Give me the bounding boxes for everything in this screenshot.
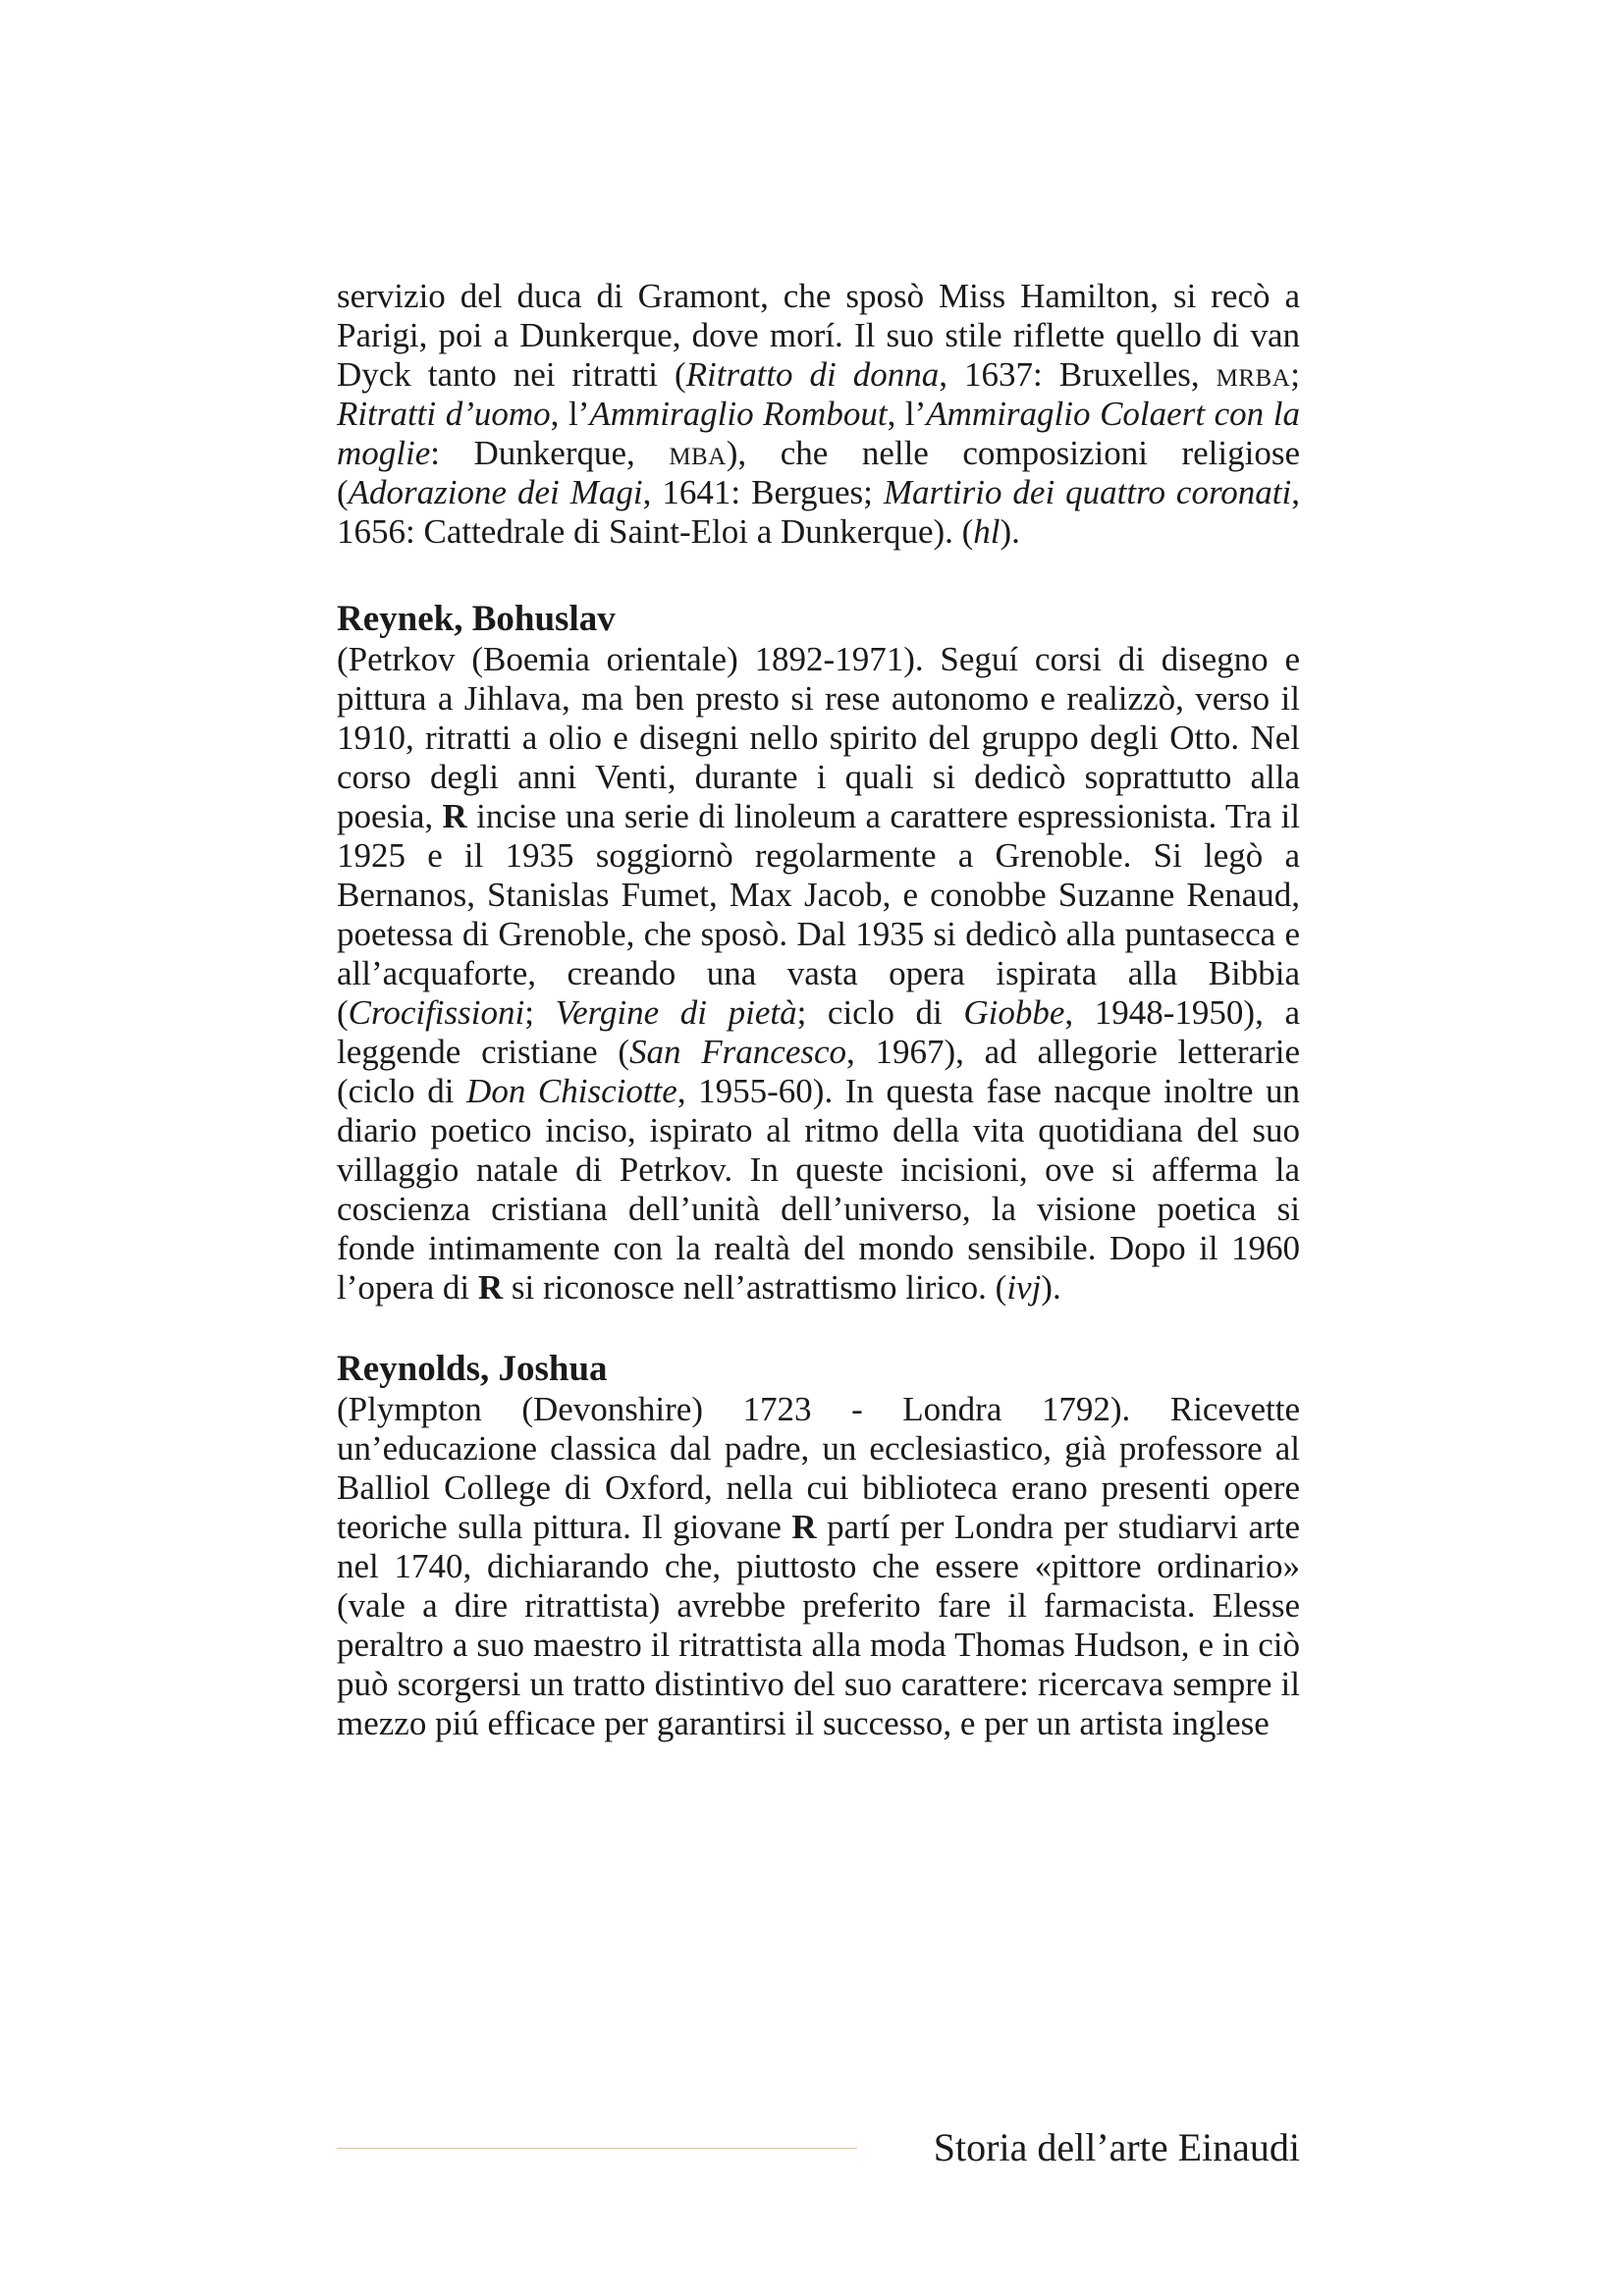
page-footer <box>337 2120 1300 2175</box>
artwork-title: Adorazione dei Magi <box>348 473 643 511</box>
museum-abbreviation: mba <box>669 434 727 472</box>
text-run: ), che nelle composizioni religiose ( <box>337 434 1300 511</box>
artwork-title: Ammiraglio Rombout <box>589 395 888 433</box>
author-initials: hl <box>973 512 1001 551</box>
text-run: ). <box>1000 512 1020 551</box>
text-run: , 1656: Cattedrale di Saint-Eloi a Dunkerque). ( <box>337 473 1300 551</box>
text-run: si riconosce nell’astrattismo lirico. ( <box>503 1268 1007 1307</box>
text-run: , 1955-60). In questa fase nacque inoltre un diario poetico inciso, ispirato al ritmo della vita quotidiana del suo villaggio natale di Petrkov. In queste incisioni, ove si afferma la coscienza cristiana dell’unità dell’universo, la visione poetica si fonde intimamente con la realtà del mondo sensibile. Dopo il 1960 l’opera di <box>337 1072 1300 1307</box>
artist-abbreviation: R <box>442 797 467 835</box>
footer-rule <box>337 2148 857 2149</box>
entry-paragraph <box>337 1390 1300 1743</box>
text-run: ; <box>1290 355 1300 394</box>
continuation-paragraph <box>337 277 1300 552</box>
artist-abbreviation: R <box>477 1268 504 1307</box>
artwork-title: Don Chisciotte <box>466 1072 677 1110</box>
artist-abbreviation: R <box>791 1508 817 1546</box>
text-run: ; ciclo di <box>796 993 964 1032</box>
entry-reynek <box>337 599 1300 1308</box>
text-run: , 1967), ad allegorie letterarie (ciclo di <box>337 1033 1300 1110</box>
artwork-title: Giobbe <box>963 993 1065 1032</box>
entry-paragraph <box>337 640 1300 1308</box>
museum-abbreviation: mrba <box>1216 355 1291 394</box>
text-run: (Petrkov (Boemia orientale) 1892-1971). Seguí corsi di disegno e pittura a Jihlava, ma ben presto si rese autonomo e realizzò, verso il 1910, ritratti a olio e disegni nello spirito del gruppo degli Otto. Nel corso degli anni Venti, durante i quali si dedicò soprattutto alla poesia, <box>337 640 1300 835</box>
entry-separator <box>337 1308 1300 1349</box>
text-run: , l’ <box>887 395 927 433</box>
text-run: partí per Londra per studiarvi arte nel 1740, dichiarando che, piuttosto che essere «pittore ordinario» (vale a dire ritrattista) avrebbe preferito fare il farmacista. Elesse peraltro a suo maestro il ritrattista alla moda Thomas Hudson, e in ciò può scorgersi un tratto distintivo del suo carattere: ricercava sempre il mezzo piú efficace per garantirsi il successo, e per un artista inglese <box>337 1508 1300 1742</box>
text-run: , l’ <box>550 395 590 433</box>
text-run: ). <box>1041 1268 1061 1307</box>
text-run: : Dunkerque, <box>430 434 670 472</box>
entry-continuation <box>337 277 1300 552</box>
author-initials: ivj <box>1006 1268 1042 1307</box>
text-run: , 1948-1950), a leggende cristiane ( <box>337 993 1300 1071</box>
text-run: , 1641: Bergues; <box>642 473 884 511</box>
text-run: ; <box>524 993 556 1032</box>
entry-separator <box>337 552 1300 599</box>
entry-title: Reynek, Bohuslav <box>337 599 616 639</box>
artwork-title: Ammiraglio Colaert con la moglie <box>337 395 1300 472</box>
page-body <box>337 277 1300 1743</box>
artwork-title: San Francesco <box>629 1033 847 1071</box>
text-run: servizio del duca di Gramont, che sposò Miss Hamilton, si recò a Parigi, poi a Dunkerque, dove morí. Il suo stile riflette quello di van Dyck tanto nei ritratti ( <box>337 277 1300 394</box>
text-run: incise una serie di linoleum a carattere espressionista. Tra il 1925 e il 1935 soggiornò regolarmente a Grenoble. Si legò a Bernanos, Stanislas Fumet, Max Jacob, e conobbe Suzanne Renaud, poetessa di Grenoble, che sposò. Dal 1935 si dedicò alla puntasecca e all’acquaforte, creando una vasta opera ispirata alla Bibbia ( <box>337 797 1301 1032</box>
artwork-title: Ritratti d’uomo <box>337 395 551 433</box>
artwork-title: Martirio dei quattro coronati <box>883 473 1292 511</box>
artwork-title: Ritratto di donna <box>685 355 940 394</box>
entry-title: Reynolds, Joshua <box>337 1349 608 1389</box>
artwork-title: Vergine di pietà <box>555 993 797 1032</box>
artwork-title: Crocifissioni <box>348 993 525 1032</box>
entry-reynolds <box>337 1349 1300 1743</box>
publication-title: Storia dell’arte Einaudi <box>933 2125 1300 2169</box>
text-run: (Plympton (Devonshire) 1723 - Londra 1792). Ricevette un’educazione classica dal padre, un ecclesiastico, già professore al Balliol College di Oxford, nella cui biblioteca erano presenti opere teoriche sulla pittura. Il giovane <box>337 1390 1300 1546</box>
text-run: , 1637: Bruxelles, <box>939 355 1217 394</box>
